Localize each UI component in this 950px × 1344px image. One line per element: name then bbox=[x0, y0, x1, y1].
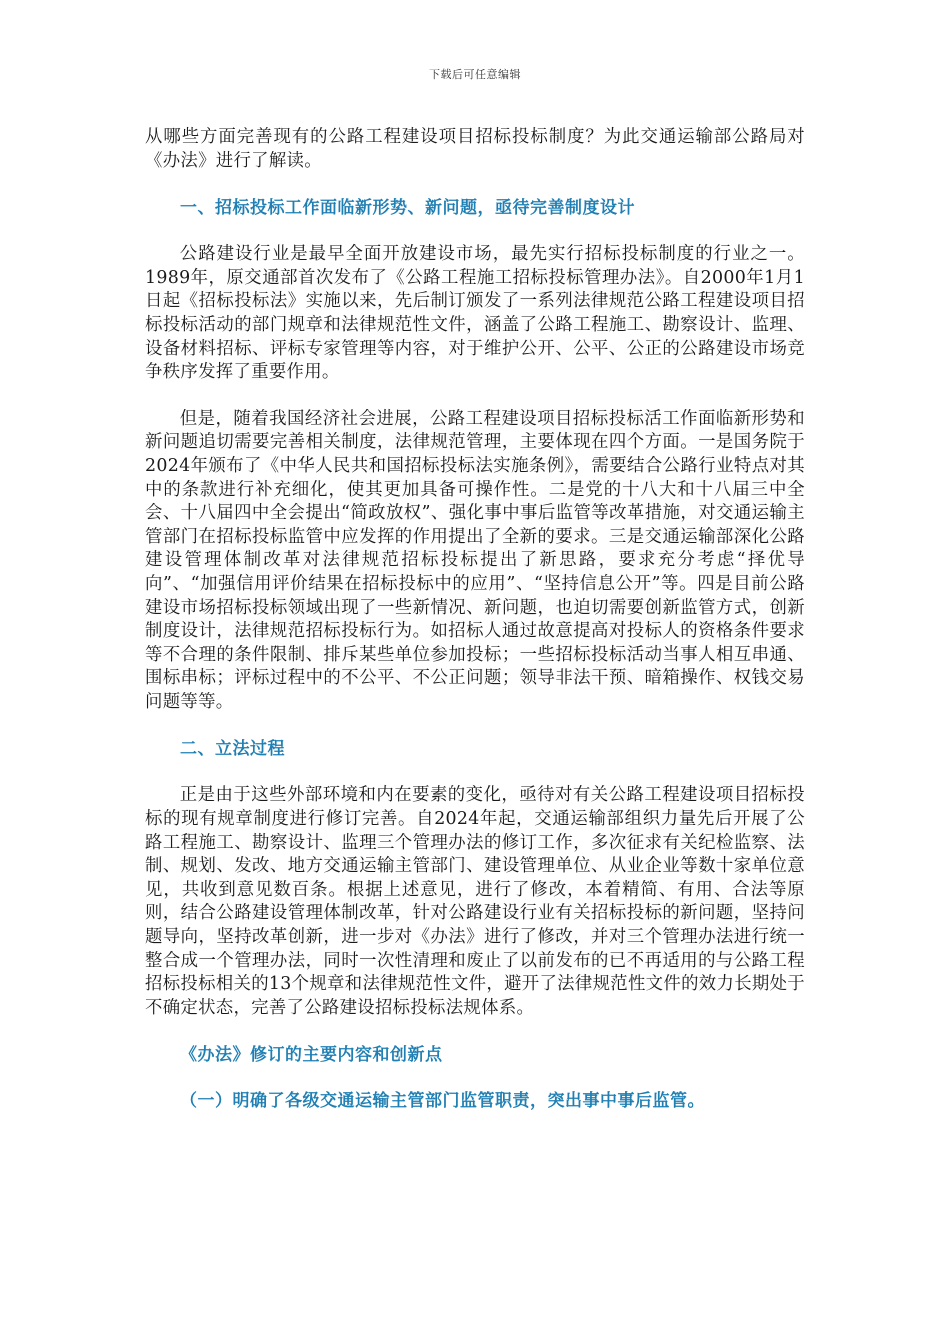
subsection-heading-1: （一）明确了各级交通运输主管部门监管职责，突出事中事后监管。 bbox=[180, 1091, 705, 1112]
paragraph-2: 但是，随着我国经济社会进展，公路工程建设项目招标投标活工作面临新形势和新问题追切需要完善相关制度，法律规范管理，主要体现在四个方面。一是国务院于2024年颁布了《中华人民共和国招标投标法实施条例》，需要结合公路行业特点对其中的条款进行补充细化，使其更加具备可操作性。二是党的十八大和十八届三中全会、十八届四中全会提出“简政放权”、强化事中事后监管等改革措施，对交通运输主管部门在招标投标监管中应发挥的作用提出了全新的要求。三是交通运输部深化公路建设管理体制改革对法律规范招标投标提出了新思路，要求充分考虑“择优导向”、“加强信用评价结果在招标投标中的应用”、“坚持信息公开”等。四是目前公路建设市场招标投标领域出现了一些新情况、新问题，也迫切需要创新监管方式，创新制度设计，法律规范招标投标行为。如招标人通过故意提高对投标人的资格条件要求等不合理的条件限制、排斥某些单位参加投标；一些招标投标活动当事人相互串通、围标串标；评标过程中的不公平、不公正问题；领导非法干预、暗箱操作、权钱交易问题等等。 bbox=[145, 408, 805, 712]
document-body bbox=[145, 126, 805, 1113]
section-heading-2: 二、立法过程 bbox=[180, 739, 285, 760]
section-heading-1: 一、招标投标工作面临新形势、新问题，亟待完善制度设计 bbox=[180, 198, 635, 219]
paragraph-intro: 从哪些方面完善现有的公路工程建设项目招标投标制度？为此交通运输部公路局对《办法》进行了解读。 bbox=[145, 127, 805, 171]
header-note: 下载后可任意编辑 bbox=[429, 68, 521, 81]
paragraph-3: 正是由于这些外部环境和内在要素的变化，亟待对有关公路工程建设项目招标投标的现有规章制度进行修订完善。自2024年起，交通运输部组织力量先后开展了公路工程施工、勘察设计、监理三个管理办法的修订工作，多次征求有关纪检监察、法制、规划、发改、地方交通运输主管部门、建设管理单位、从业企业等数十家单位意见，共收到意见数百条。根据上述意见，进行了修改，本着精简、有用、合法等原则，结合公路建设管理体制改革，针对公路建设行业有关招标投标的新问题，坚持问题导向，坚持改革创新，进一步对《办法》进行了修改，并对三个管理办法进行统一整合成一个管理办法，同时一次性清理和废止了以前发布的已不再适用的与公路工程招标投标相关的13个规章和法律规范性文件，避开了法律规范性文件的效力长期处于不确定状态，完善了公路建设招标投标法规体系。 bbox=[145, 785, 805, 1018]
section-heading-3: 《办法》修订的主要内容和创新点 bbox=[180, 1045, 443, 1066]
paragraph-1: 公路建设行业是最早全面开放建设市场，最先实行招标投标制度的行业之一。1989年，原交通部首次发布了《公路工程施工招标投标管理办法》。自2000年1月1日起《招标投标法》实施以来，先后制订颁发了一系列法律规范公路工程建设项目招标投标活动的部门规章和法律规范性文件，涵盖了公路工程施工、勘察设计、监理、设备材料招标、评标专家管理等内容，对于维护公开、公平、公正的公路建设市场竞争秩序发挥了重要作用。 bbox=[145, 244, 805, 383]
